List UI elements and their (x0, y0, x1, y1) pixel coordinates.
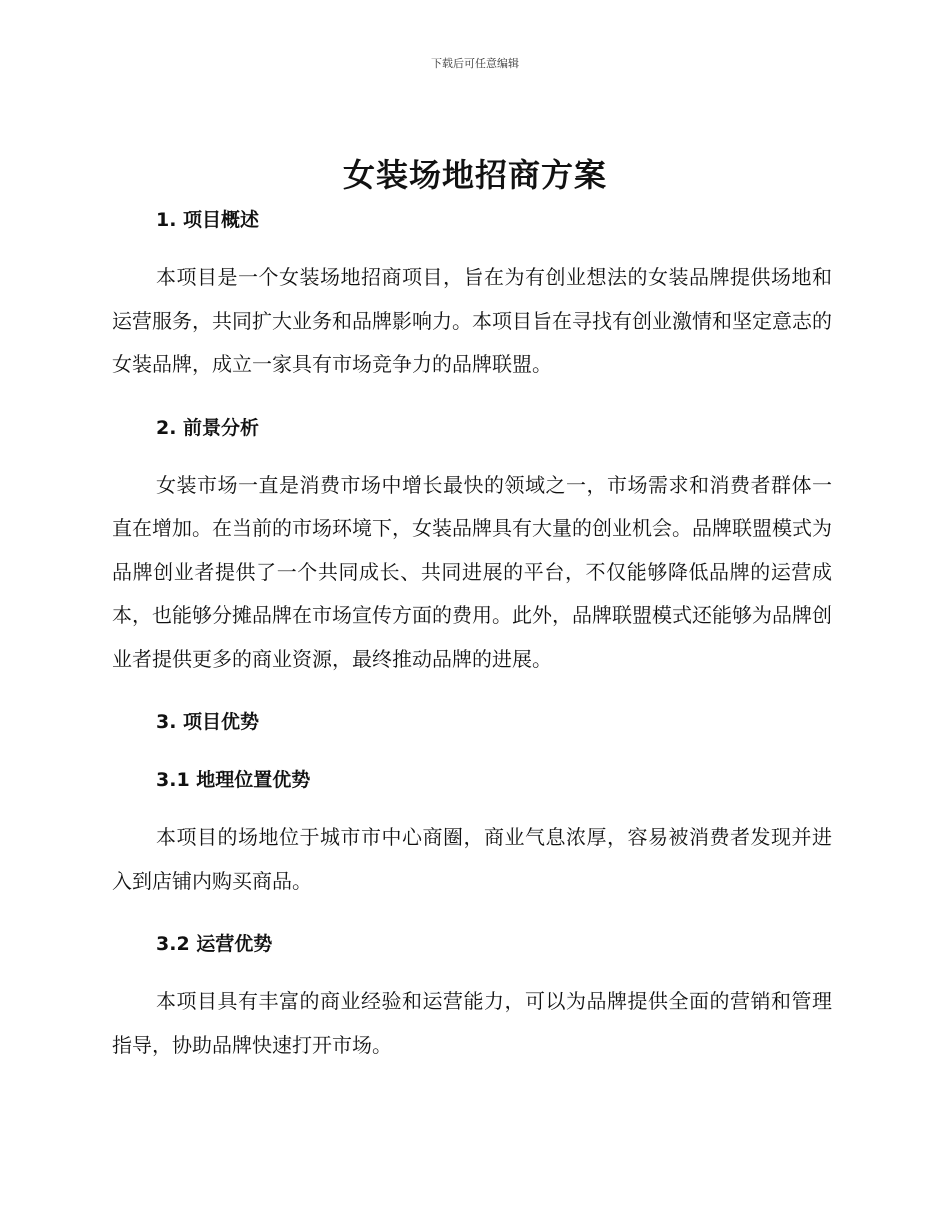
section-heading: 3.2 运营优势 (156, 933, 273, 955)
section-heading: 1. 项目概述 (156, 209, 260, 231)
document-title: 女装场地招商方案 (342, 156, 607, 194)
section-outlook (112, 411, 832, 706)
header-note: 下载后可任意编辑 (431, 57, 519, 70)
section-paragraph: 本项目是一个女装场地招商项目，旨在为有创业想法的女装品牌提供场地和运营服务，共同扩大业务和品牌影响力。本项目旨在寻找有创业激情和坚定意志的女装品牌，成立一家具有市场竞争力的品牌联盟。 (112, 265, 832, 376)
document-body (112, 203, 832, 1067)
section-heading: 2. 前景分析 (156, 416, 260, 439)
section-operation-advantage (112, 927, 832, 1067)
section-overview (112, 203, 832, 411)
section-location-advantage (112, 763, 832, 927)
section-heading: 3. 项目优势 (156, 711, 260, 733)
section-paragraph: 本项目具有丰富的商业经验和运营能力，可以为品牌提供全面的营销和管理指导，协助品牌快速打开市场。 (112, 989, 832, 1057)
section-heading: 3.1 地理位置优势 (156, 769, 311, 791)
section-advantages (112, 705, 832, 763)
section-paragraph: 本项目的场地位于城市市中心商圈，商业气息浓厚，容易被消费者发现并进入到店铺内购买商品。 (112, 825, 832, 893)
section-paragraph: 女装市场一直是消费市场中增长最快的领域之一，市场需求和消费者群体一直在增加。在当前的市场环境下，女装品牌具有大量的创业机会。品牌联盟模式为品牌创业者提供了一个共同成长、共同进展的平台，不仅能够降低品牌的运营成本，也能够分摊品牌在市场宣传方面的费用。此外，品牌联盟模式还能够为品牌创业者提供更多的商业资源，最终推动品牌的进展。 (112, 472, 832, 671)
